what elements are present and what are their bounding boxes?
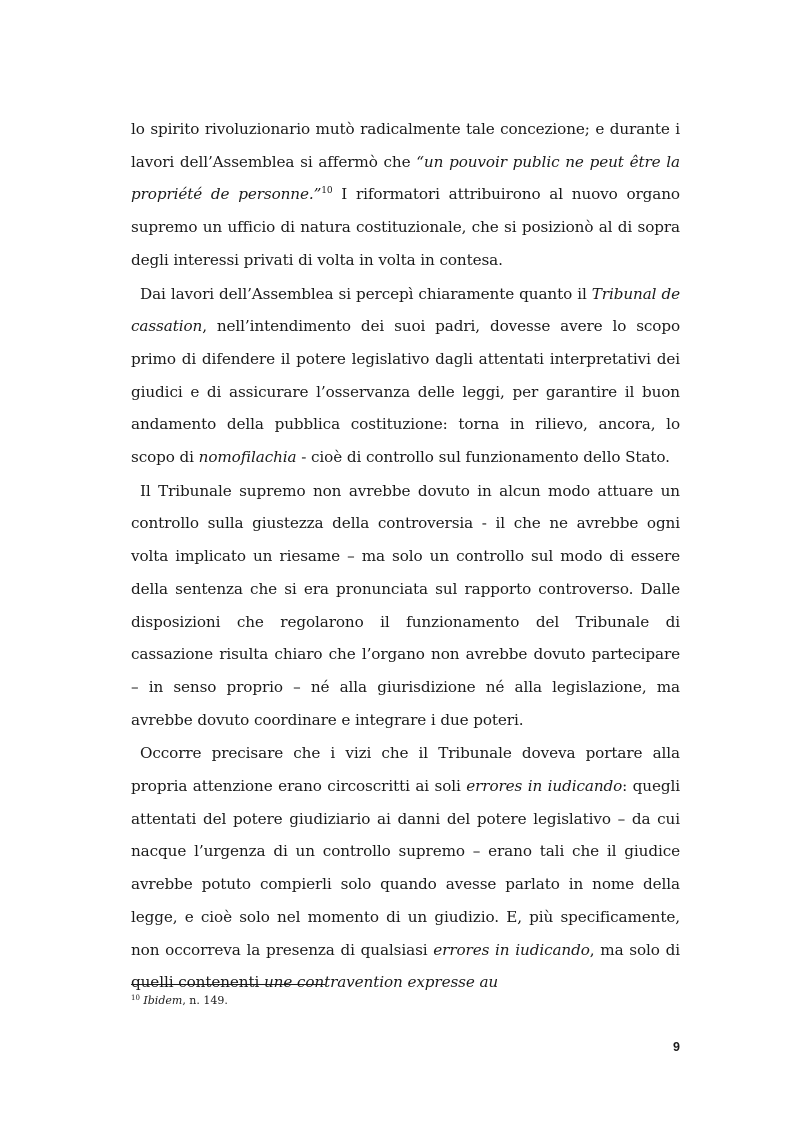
p4-text-1: Occorre precisare che i vizi che il Tribunale doveva portare alla propria attenzione erano circoscritti ai soli: [131, 744, 680, 796]
p4-text-2: : quegli attentati del potere giudiziario ai danni del potere legislativo – da cui nacque l’urgenza di un controllo supremo – erano tali che il giudice avrebbe potuto compierli solo quando avesse parlato in nome della legge, e cioè solo nel momento di un giudizio. E, più specificamente, non occorreva la presenza di qualsiasi: [131, 777, 680, 959]
footnote: [131, 994, 228, 1008]
footnote-separator: [131, 984, 325, 985]
footnote-reference[interactable]: 10: [321, 186, 333, 197]
p2-italic-1: Tribunal de cassation: [131, 284, 680, 336]
paragraph-1: [131, 113, 680, 277]
p4-text-3: , ma solo di quelli contenenti: [131, 940, 680, 992]
p2-italic-2: nomofilachia: [198, 448, 297, 467]
p2-text-1: Dai lavori dell’Assemblea si percepì chiaramente quanto il: [140, 284, 592, 303]
page-number: 9: [673, 1040, 680, 1054]
p2-text-2: , nell’intendimento dei suoi padri, dovesse avere lo scopo primo di difendere il potere legislativo dagli attentati interpretativi dei giudici e di assicurare l’osservanza delle leggi, per garantire il buon andamento della pubblica costituzione: torna in rilievo, ancora, lo scopo di: [131, 317, 680, 467]
p4-italic-2: errores in iudicando: [433, 940, 590, 959]
p4-italic-3: une contravention expresse au: [263, 973, 499, 992]
p1-text-2: I riformatori attribuirono al nuovo organo supremo un ufficio di natura costituzionale, che si posizionò al di sopra degli interessi privati di volta in volta in contesa.: [131, 185, 680, 269]
paragraph-4: [131, 737, 680, 999]
p4-italic-1: errores in iudicando: [466, 777, 623, 796]
footnote-text: , n. 149.: [182, 994, 228, 1007]
footnote-ref: Ibidem: [143, 994, 183, 1007]
p2-text-3: - cioè di controllo sul funzionamento dello Stato.: [296, 448, 670, 467]
p1-text-1: lo spirito rivoluzionario mutò radicalmente tale concezione; e durante i lavori dell’Assemblea si affermò che: [131, 120, 680, 171]
body-text: [131, 113, 680, 999]
paragraph-2: [131, 278, 680, 474]
p1-quote: “un pouvoir public ne peut être la propriété de personne.”: [131, 152, 680, 204]
footnote-number: 10: [131, 994, 140, 1002]
p3-text-1: Il Tribunale supremo non avrebbe dovuto in alcun modo attuare un controllo sulla giustezza della controversia - il che ne avrebbe ogni volta implicato un riesame – ma solo un controllo sul modo di essere della sentenza che si era pronunciata sul rapporto controverso. Dalle disposizioni che regolarono il funzionamento del Tribunale di cassazione risulta chiaro che l’organo non avrebbe dovuto partecipare – in senso proprio – né alla giurisdizione né alla legislazione, ma avrebbe dovuto coordinare e integrare i due poteri.: [131, 481, 680, 729]
paragraph-3: [131, 475, 680, 737]
